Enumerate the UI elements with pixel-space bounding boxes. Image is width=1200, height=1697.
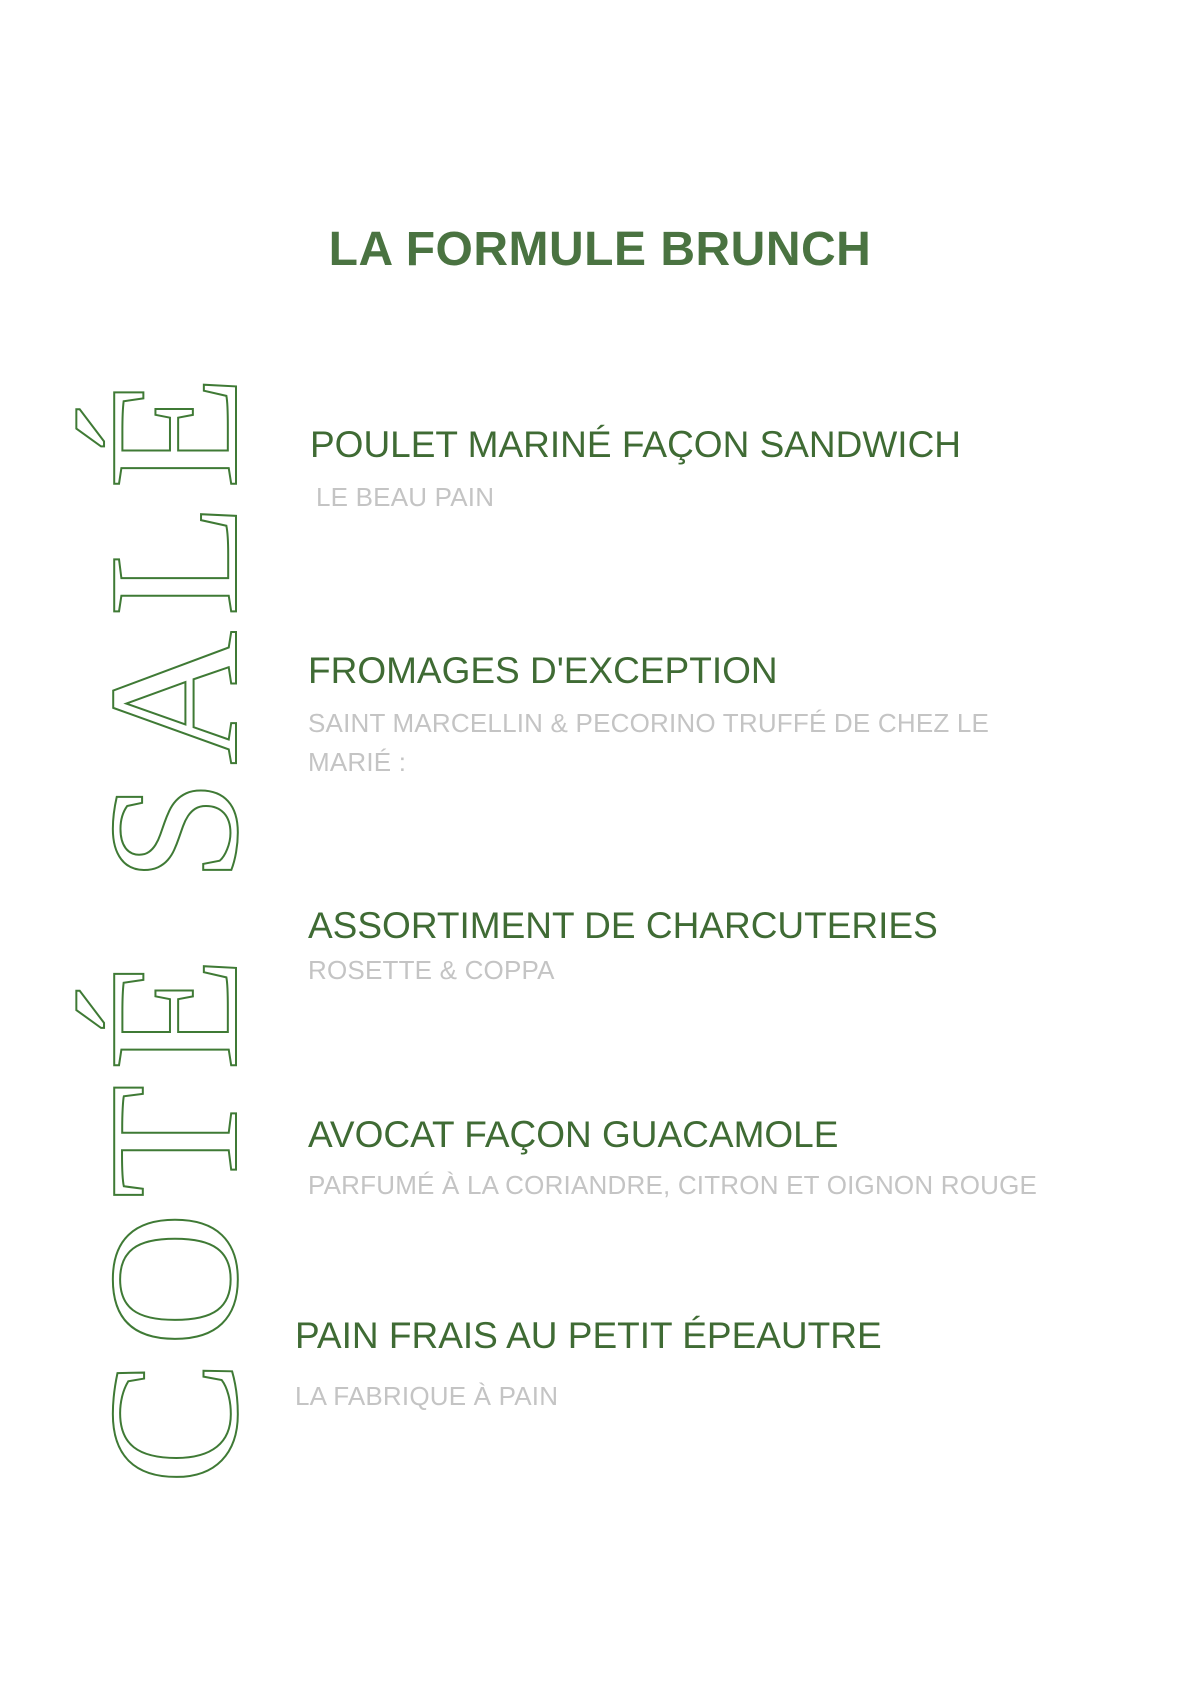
page-title: LA FORMULE BRUNCH [328,223,872,276]
menu-item-subtitle: LA FABRIQUE À PAIN [295,1380,559,1411]
menu-item [295,1316,1115,1416]
section-title-cote-sale: COTÉ SALÉ [71,361,277,1485]
menu-item [308,651,1128,782]
menu-item-title: POULET MARINÉ FAÇON SANDWICH [310,424,962,465]
section-vertical-heading [71,361,277,1485]
menu-item [308,1115,1128,1205]
menu-item-subtitle: ROSETTE & COPPA [308,954,555,985]
menu-item-subtitle: SAINT MARCELLIN & PECORINO TRUFFÉ DE CHEZ LE MARIÉ : [308,707,990,777]
menu-item [310,425,1130,517]
menu-item [308,906,1128,990]
menu-item-title: FROMAGES D'EXCEPTION [308,650,778,691]
menu-item-title: PAIN FRAIS AU PETIT ÉPEAUTRE [295,1315,882,1356]
menu-item-title: AVOCAT FAÇON GUACAMOLE [308,1114,839,1155]
menu-item-subtitle: PARFUMÉ À LA CORIANDRE, CITRON ET OIGNON ROUGE [308,1169,1038,1200]
menu-item-title: ASSORTIMENT DE CHARCUTERIES [308,905,938,946]
menu-item-subtitle: LE BEAU PAIN [316,481,495,512]
